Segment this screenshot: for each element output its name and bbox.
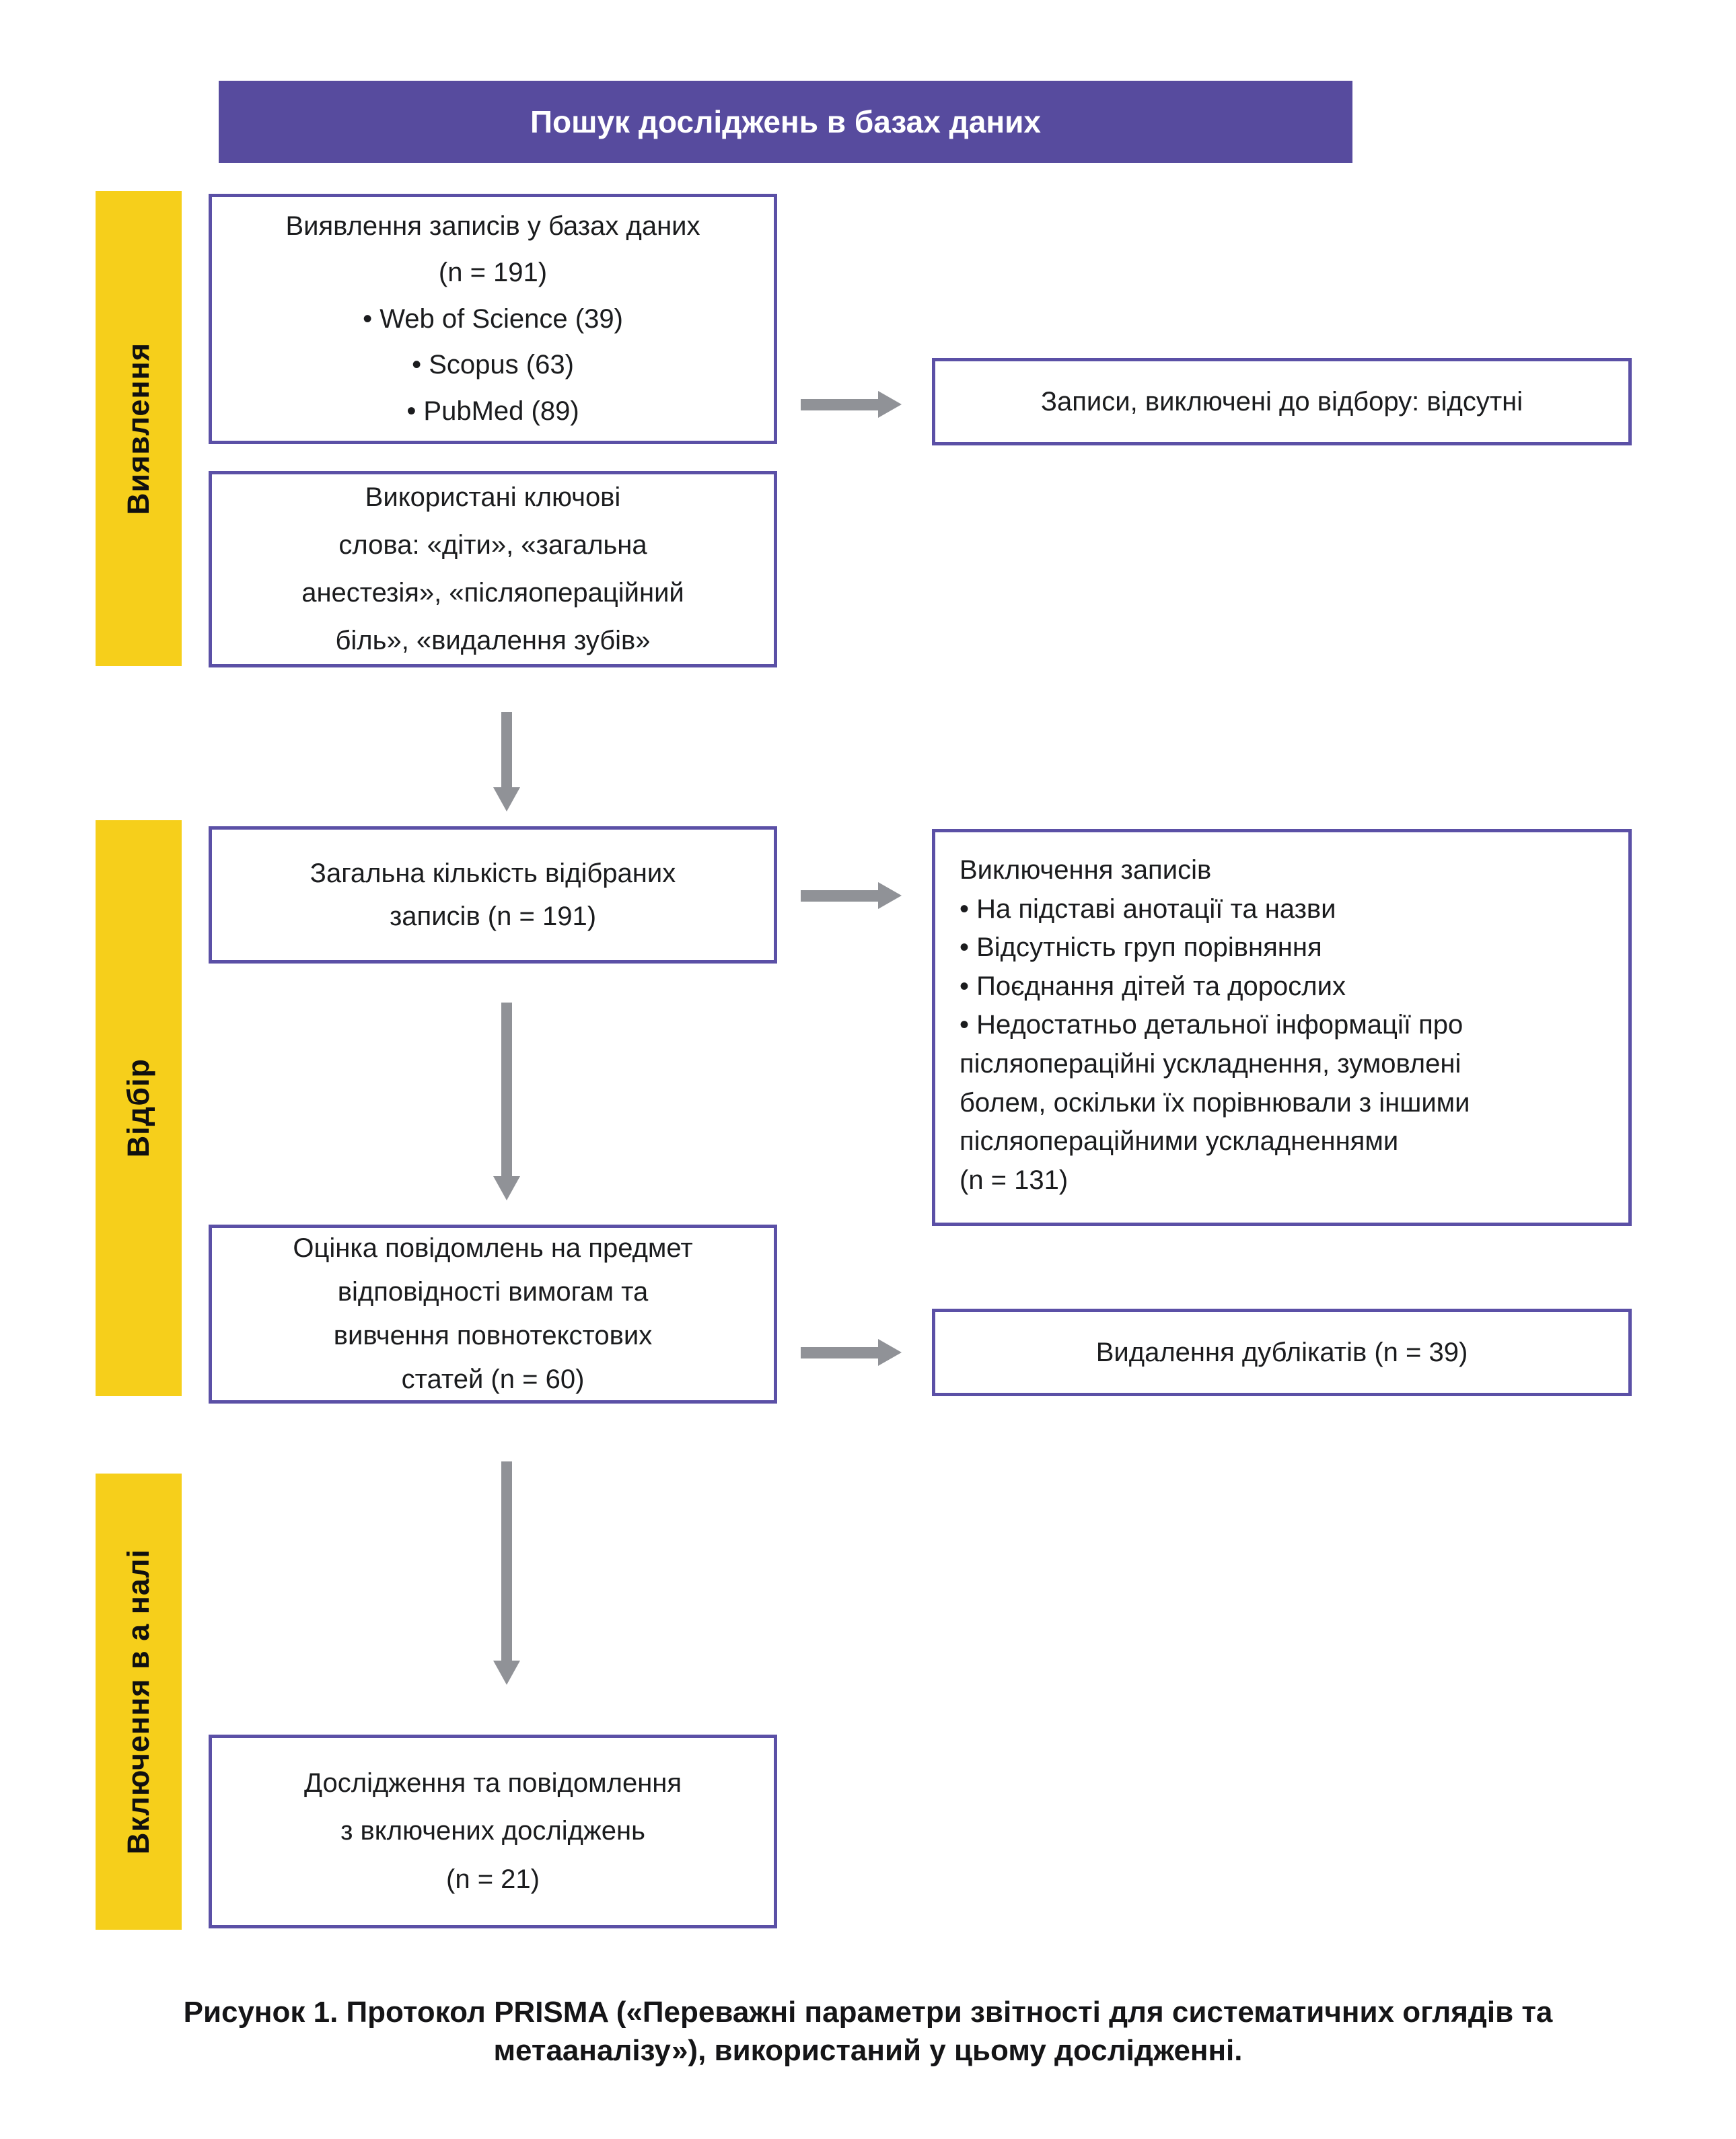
text-line: • Недостатньо детальної інформації про післяопераційні ускладнення, зумовлені болем, оскільки їх порівнювали з іншими післяопераційними ускладненнями xyxy=(960,1010,1470,1157)
box-records-excluded-before-screening xyxy=(932,358,1632,445)
text-line: (n = 191) xyxy=(438,257,548,287)
text-line: • Поєднання дітей та дорослих xyxy=(960,971,1346,1001)
text-line: Оцінка повідомлень на предмет xyxy=(293,1233,693,1264)
figure-caption xyxy=(61,1993,1675,2070)
box-records-exclusion-reasons xyxy=(932,829,1632,1226)
text-line: • На підставі анотації та назви xyxy=(960,894,1336,924)
box-keywords xyxy=(209,471,777,667)
header-title: Пошук досліджень в базах даних xyxy=(530,104,1042,139)
text-line: Дослідження та повідомлення xyxy=(303,1768,682,1799)
arrow-down-icon xyxy=(493,1461,520,1685)
box-eligibility-assessment xyxy=(209,1225,777,1404)
text-line: вивчення повнотекстових xyxy=(333,1321,653,1350)
box-duplicates-removed xyxy=(932,1309,1632,1396)
arrow-right-icon xyxy=(801,391,902,418)
database-bullet-list xyxy=(363,296,623,435)
text-line: Використані ключові xyxy=(365,482,621,512)
header-bar xyxy=(219,81,1352,163)
arrow-right-icon xyxy=(801,1339,902,1366)
caption-line: Рисунок 1. Протокол PRISMA («Переважні параметри звітності для систематичних оглядів та xyxy=(183,1996,1553,2029)
box-identification-records xyxy=(209,194,777,444)
arrow-right-icon xyxy=(801,882,902,909)
text-line: • Відсутність груп порівняння xyxy=(960,933,1322,963)
text-line: записів (n = 191) xyxy=(389,902,597,931)
text-line: (n = 21) xyxy=(446,1864,540,1894)
text-line: статей (n = 60) xyxy=(401,1364,585,1394)
box-total-selected-records xyxy=(209,826,777,964)
stage-label-screening: Відбір xyxy=(96,820,182,1396)
caption-line: метааналізу»), використаний у цьому дослідженні. xyxy=(493,2034,1243,2068)
stage-label-inclusion: Включення в а налі xyxy=(96,1474,182,1930)
text-line: Виявлення записів у базах даних xyxy=(285,211,700,241)
text-line: слова: «діти», «загальна xyxy=(338,530,647,560)
exclusion-bullet-list xyxy=(960,890,1518,1161)
text-line: Записи, виключені до відбору: відсутні xyxy=(1040,387,1523,416)
arrow-down-icon xyxy=(493,712,520,811)
text-line: анестезія», «післяопераційний xyxy=(301,578,684,608)
text-line: • PubMed (89) xyxy=(406,396,579,427)
exclusion-title: Виключення записів xyxy=(960,855,1212,885)
text-line: • Web of Science (39) xyxy=(363,303,623,334)
text-line: Видалення дублікатів (n = 39) xyxy=(1095,1338,1468,1367)
text-line: • Scopus (63) xyxy=(412,350,574,380)
text-line: біль», «видалення зубів» xyxy=(335,626,651,656)
exclusion-count: (n = 131) xyxy=(960,1165,1069,1195)
arrow-down-icon xyxy=(493,1003,520,1200)
box-included-studies xyxy=(209,1735,777,1928)
text-line: відповідності вимогам та xyxy=(337,1277,649,1307)
text-line: Загальна кількість відібраних xyxy=(310,859,676,888)
text-line: з включених досліджень xyxy=(340,1816,645,1846)
stage-label-identification: Виявлення xyxy=(96,191,182,666)
